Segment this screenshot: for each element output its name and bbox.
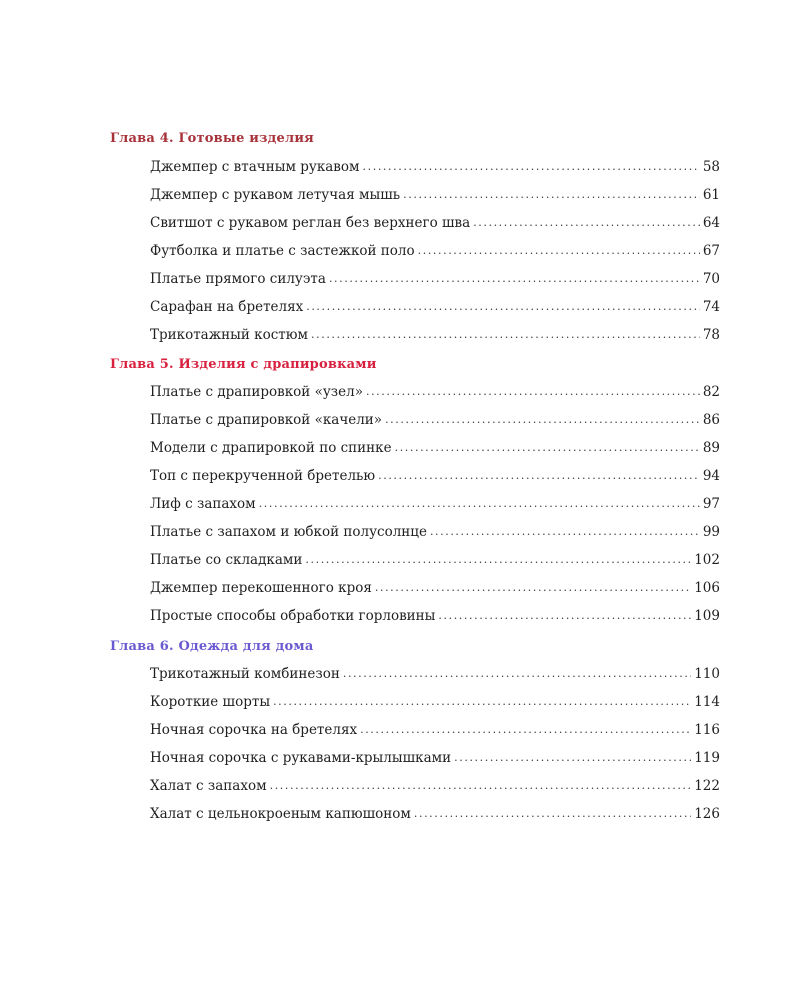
dot-leader <box>454 748 691 768</box>
toc-entry-page: 116 <box>694 722 720 738</box>
toc-entry-title: Ночная сорочка на бретелях <box>150 722 358 738</box>
toc-entry[interactable] <box>150 776 720 796</box>
toc-entry-title: Трикотажный комбинезон <box>150 666 340 682</box>
toc-entry-page: 94 <box>702 468 720 484</box>
toc-entry-title: Лиф с запахом <box>150 496 256 512</box>
toc-entry-page: 89 <box>702 440 720 456</box>
dot-leader <box>311 325 700 345</box>
dot-leader <box>306 297 700 317</box>
toc-entry-page: 78 <box>702 327 720 343</box>
toc-entry[interactable] <box>150 606 720 626</box>
toc-entry-page: 114 <box>694 694 720 710</box>
toc-entry[interactable] <box>150 269 720 289</box>
dot-leader <box>414 804 691 824</box>
toc-entry-page: 119 <box>694 750 720 766</box>
toc-entry[interactable] <box>150 550 720 570</box>
toc-entry[interactable] <box>150 297 720 317</box>
toc-entry-page: 109 <box>694 608 720 624</box>
dot-leader <box>363 157 700 177</box>
toc-entry[interactable] <box>150 410 720 430</box>
dot-leader <box>385 410 700 430</box>
toc-entry-page: 110 <box>694 666 720 682</box>
toc-entry-title: Платье прямого силуэта <box>150 271 326 287</box>
toc-entry-page: 126 <box>694 806 720 822</box>
toc-entry-title: Свитшот с рукавом реглан без верхнего шва <box>150 215 471 231</box>
toc-entry-page: 58 <box>702 159 720 175</box>
toc-entry-title: Джемпер с рукавом летучая мышь <box>150 187 401 203</box>
toc-entry[interactable] <box>150 522 720 542</box>
dot-leader <box>366 382 700 402</box>
toc-entry[interactable] <box>150 157 720 177</box>
toc-entry[interactable] <box>150 213 720 233</box>
dot-leader <box>273 692 691 712</box>
toc-entry[interactable] <box>150 185 720 205</box>
toc-entry-title: Платье со складками <box>150 552 303 568</box>
toc-entry-title: Платье с запахом и юбкой полусолнце <box>150 524 427 540</box>
toc-entry-page: 74 <box>702 299 720 315</box>
toc-entry[interactable] <box>150 438 720 458</box>
dot-leader <box>403 185 700 205</box>
toc-entry[interactable] <box>150 720 720 740</box>
toc-entry-page: 97 <box>702 496 720 512</box>
dot-leader <box>438 606 691 626</box>
toc-entry[interactable] <box>150 578 720 598</box>
dot-leader <box>430 522 700 542</box>
toc-entry-title: Простые способы обработки горловины <box>150 608 436 624</box>
chapter-4-heading[interactable]: Глава 4. Готовые изделия <box>110 131 314 146</box>
toc-entry-page: 70 <box>702 271 720 287</box>
toc-entry-page: 64 <box>702 215 720 231</box>
toc-entry-title: Сарафан на бретелях <box>150 299 304 315</box>
toc-entry-page: 61 <box>702 187 720 203</box>
toc-entry[interactable] <box>150 692 720 712</box>
toc-entry-title: Трикотажный костюм <box>150 327 309 343</box>
toc-entry[interactable] <box>150 241 720 261</box>
toc-entry[interactable] <box>150 382 720 402</box>
dot-leader <box>259 494 700 514</box>
dot-leader <box>473 213 700 233</box>
toc-entry-title: Модели с драпировкой по спинке <box>150 440 392 456</box>
dot-leader <box>305 550 691 570</box>
toc-entry-title: Короткие шорты <box>150 694 271 710</box>
toc-entry[interactable] <box>150 494 720 514</box>
toc-entry[interactable] <box>150 466 720 486</box>
toc-entry-page: 86 <box>702 412 720 428</box>
toc-entry-page: 122 <box>694 778 720 794</box>
chapter-5-heading[interactable]: Глава 5. Изделия с драпировками <box>110 357 377 372</box>
toc-entry-title: Ночная сорочка с рукавами-крылышками <box>150 750 452 766</box>
toc-entry[interactable] <box>150 748 720 768</box>
dot-leader <box>270 776 692 796</box>
toc-entry-title: Джемпер с втачным рукавом <box>150 159 360 175</box>
toc-entry[interactable] <box>150 664 720 684</box>
chapter-6-heading[interactable]: Глава 6. Одежда для дома <box>110 639 314 654</box>
dot-leader <box>378 466 700 486</box>
toc-entry[interactable] <box>150 325 720 345</box>
toc-entry-title: Топ с перекрученной бретелью <box>150 468 376 484</box>
dot-leader <box>360 720 691 740</box>
toc-entry-page: 102 <box>694 552 720 568</box>
dot-leader <box>329 269 700 289</box>
toc-entry[interactable] <box>150 804 720 824</box>
toc-entry-page: 67 <box>702 243 720 259</box>
dot-leader <box>418 241 700 261</box>
toc-entry-page: 99 <box>702 524 720 540</box>
toc-entry-page: 82 <box>702 384 720 400</box>
dot-leader <box>395 438 700 458</box>
dot-leader <box>343 664 691 684</box>
toc-entry-page: 106 <box>694 580 720 596</box>
toc-entry-title: Джемпер перекошенного кроя <box>150 580 372 596</box>
toc-entry-title: Платье с драпировкой «узел» <box>150 384 363 400</box>
toc-entry-title: Халат с запахом <box>150 778 267 794</box>
toc-entry-title: Футболка и платье с застежкой поло <box>150 243 415 259</box>
toc-entry-title: Халат с цельнокроеным капюшоном <box>150 806 411 822</box>
dot-leader <box>375 578 691 598</box>
toc-entry-title: Платье с драпировкой «качели» <box>150 412 383 428</box>
